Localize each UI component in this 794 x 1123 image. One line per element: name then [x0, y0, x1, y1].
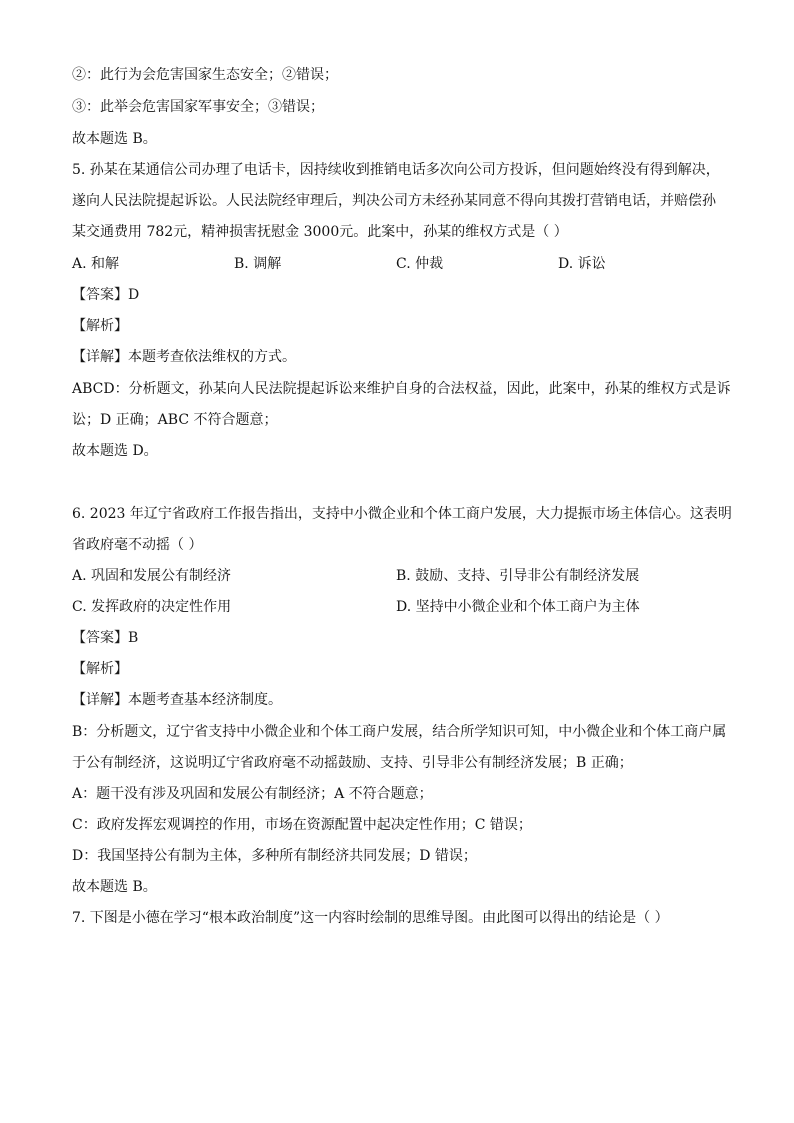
q7-stem-line-1: 7. 下图是小德在学习“根本政治制度”这一内容时绘制的思维导图。由此图可以得出的结论是（ ）	[72, 910, 669, 926]
q6-option-a: A. 巩固和发展公有制经济	[72, 568, 232, 584]
q6-explain-d: D：我国坚持公有制为主体，多种所有制经济共同发展；D 错误；	[72, 848, 477, 864]
q5-answer: 【答案】D	[72, 287, 140, 303]
q6-option-d: D. 坚持中小微企业和个体工商户为主体	[396, 599, 640, 615]
q5-conclusion: 故本题选 D。	[72, 443, 158, 459]
q6-explain-c: C：政府发挥宏观调控的作用，市场在资源配置中起决定性作用；C 错误；	[72, 817, 532, 833]
prev-explain-line-3: ③：此举会危害国家军事安全；③错误；	[72, 99, 324, 115]
q5-detail: 【详解】本题考查依法维权的方式。	[72, 349, 296, 365]
q5-option-b: B. 调解	[234, 256, 282, 272]
q6-explain-b-line-2: 于公有制经济，这说明辽宁省政府毫不动摇鼓励、支持、引导非公有制经济发展；B 正确；	[72, 755, 633, 771]
prev-explain-line-2: ②：此行为会危害国家生态安全；②错误；	[72, 67, 338, 83]
q5-option-a: A. 和解	[72, 256, 120, 272]
q6-explain-b-line-1: B：分析题文，辽宁省支持中小微企业和个体工商户发展，结合所学知识可知，中小微企业和个体工商户属	[72, 724, 727, 740]
q5-stem-line-3: 某交通费用 782元，精神损害抚慰金 3000元。此案中，孙某的维权方式是（ ）	[72, 224, 568, 240]
q6-explain-a: A：题干没有涉及巩固和发展公有制经济；A 不符合题意；	[72, 786, 433, 802]
q5-option-c: C. 仲裁	[396, 256, 444, 272]
q6-detail: 【详解】本题考查基本经济制度。	[72, 692, 282, 708]
q5-stem-line-1: 5. 孙某在某通信公司办理了电话卡，因持续收到推销电话多次向公司方投诉，但问题始终没有得到解决，	[72, 162, 720, 178]
q6-option-c: C. 发挥政府的决定性作用	[72, 599, 232, 615]
q6-analysis-tag: 【解析】	[72, 661, 128, 677]
q5-analysis-tag: 【解析】	[72, 318, 128, 334]
prev-conclusion: 故本题选 B。	[72, 131, 157, 147]
q5-option-d: D. 诉讼	[558, 256, 606, 272]
q5-stem-line-2: 遂向人民法院提起诉讼。人民法院经审理后，判决公司方未经孙某同意不得向其拨打营销电话，并赔偿孙	[72, 193, 716, 209]
q5-explain-line-1: ABCD：分析题文，孙某向人民法院提起诉讼来维护自身的合法权益，因此，此案中，孙某的维权方式是诉	[72, 381, 731, 397]
q5-explain-line-2: 讼；D 正确；ABC 不符合题意；	[72, 412, 278, 428]
q6-stem-line-1: 6. 2023 年辽宁省政府工作报告指出，支持中小微企业和个体工商户发展，大力提振市场主体信心。这表明	[72, 506, 732, 522]
q6-conclusion: 故本题选 B。	[72, 879, 157, 895]
q6-option-b: B. 鼓励、支持、引导非公有制经济发展	[396, 568, 640, 584]
q6-answer: 【答案】B	[72, 630, 139, 646]
q6-stem-line-2: 省政府毫不动摇（ ）	[72, 537, 203, 553]
